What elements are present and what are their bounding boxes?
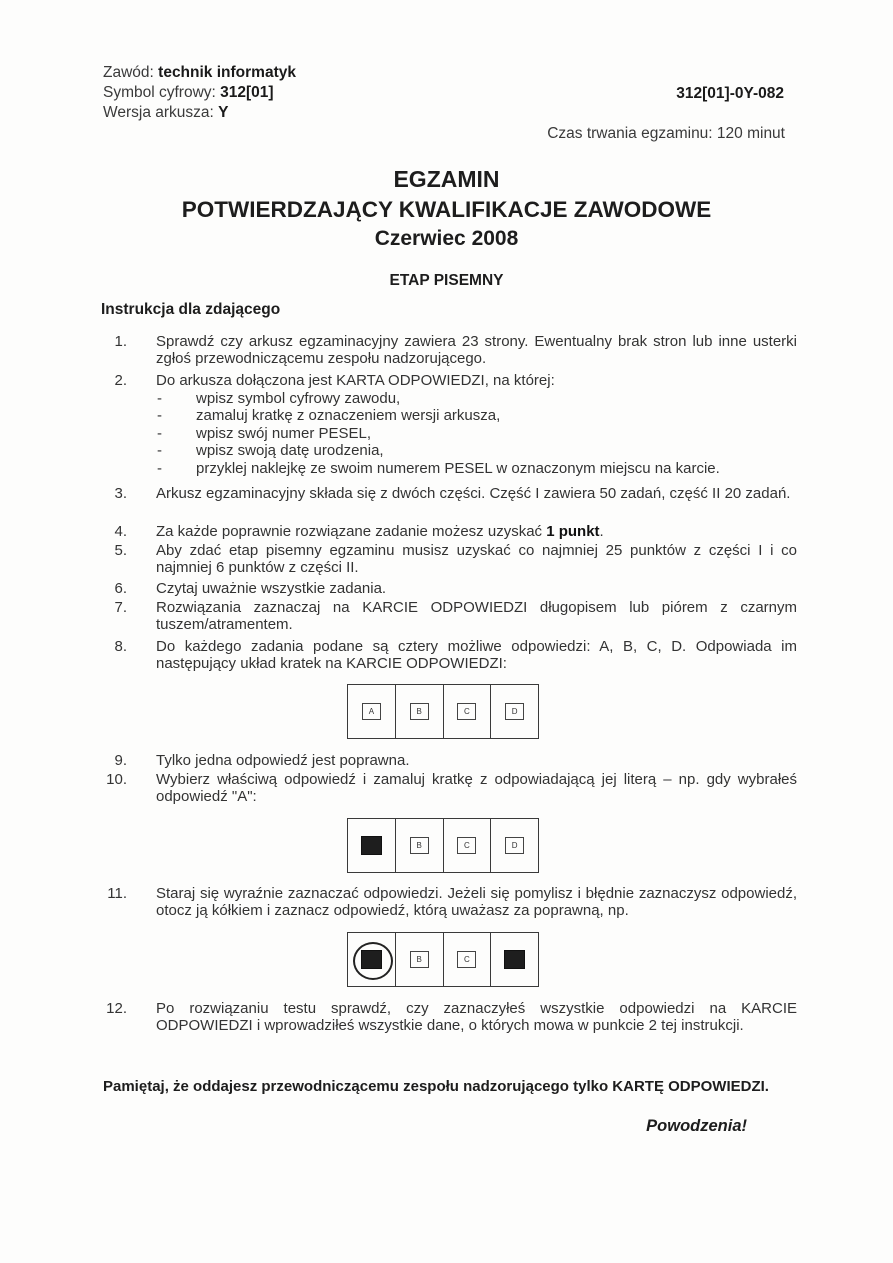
sublist-item: - wpisz swoją datę urodzenia, (157, 442, 384, 460)
profession-line: Zawód: technik informatyk (103, 64, 296, 81)
instructions-heading: Instrukcja dla zdającego (101, 301, 281, 318)
answer-box-c: C (457, 837, 476, 854)
answer-box-d: D (505, 703, 524, 720)
exam-duration: Czas trwania egzaminu: 120 minut (547, 125, 785, 142)
stage-title: ETAP PISEMNY (389, 272, 504, 289)
answer-grid-example-selected (347, 818, 539, 873)
title-line-3: Czerwiec 2008 (374, 227, 519, 250)
title-line-1: EGZAMIN (393, 166, 500, 192)
one-point-emphasis: 1 punkt (546, 523, 600, 540)
exam-code: 312[01]-0Y-082 (676, 85, 784, 102)
answer-box-a-circled (361, 950, 382, 969)
answer-box-a-filled (361, 836, 382, 855)
sublist-item: - wpisz symbol cyfrowy zawodu, (157, 390, 401, 407)
answer-box-c: C (457, 951, 476, 968)
exam-metadata (103, 63, 296, 123)
good-luck-text: Powodzenia! (646, 1117, 747, 1135)
answer-grid-example-empty (347, 684, 539, 739)
symbol-line: Symbol cyfrowy: 312[01] (103, 84, 274, 101)
version-value: Y (218, 104, 229, 121)
answer-box-d: D (505, 837, 524, 854)
sublist-item: - wpisz swój numer PESEL, (157, 424, 372, 442)
answer-grid-example-corrected (347, 932, 539, 987)
answer-box-d-filled (504, 950, 525, 969)
answer-box-a: A (362, 703, 381, 720)
instruction-sublist (157, 390, 720, 477)
title-line-2: POTWIERDZAJĄCY KWALIFIKACJE ZAWODOWE (181, 197, 712, 222)
answer-box-b: B (410, 951, 429, 968)
final-reminder: Pamiętaj, że oddajesz przewodniczącemu zespołu nadzorującego tylko KARTĘ ODPOWIEDZI. (103, 1078, 769, 1095)
version-line: Wersja arkusza: Y (103, 104, 229, 121)
answer-box-b: B (410, 837, 429, 854)
symbol-value: 312[01] (220, 84, 274, 101)
sublist-item: - przyklej naklejkę ze swoim numerem PESEL w oznaczonym miejscu na karcie. (157, 459, 720, 477)
answer-box-b: B (410, 703, 429, 720)
answer-box-c: C (457, 703, 476, 720)
profession-value: technik informatyk (158, 64, 296, 81)
sublist-item: - zamaluj kratkę z oznaczeniem wersji arkusza, (157, 407, 501, 425)
